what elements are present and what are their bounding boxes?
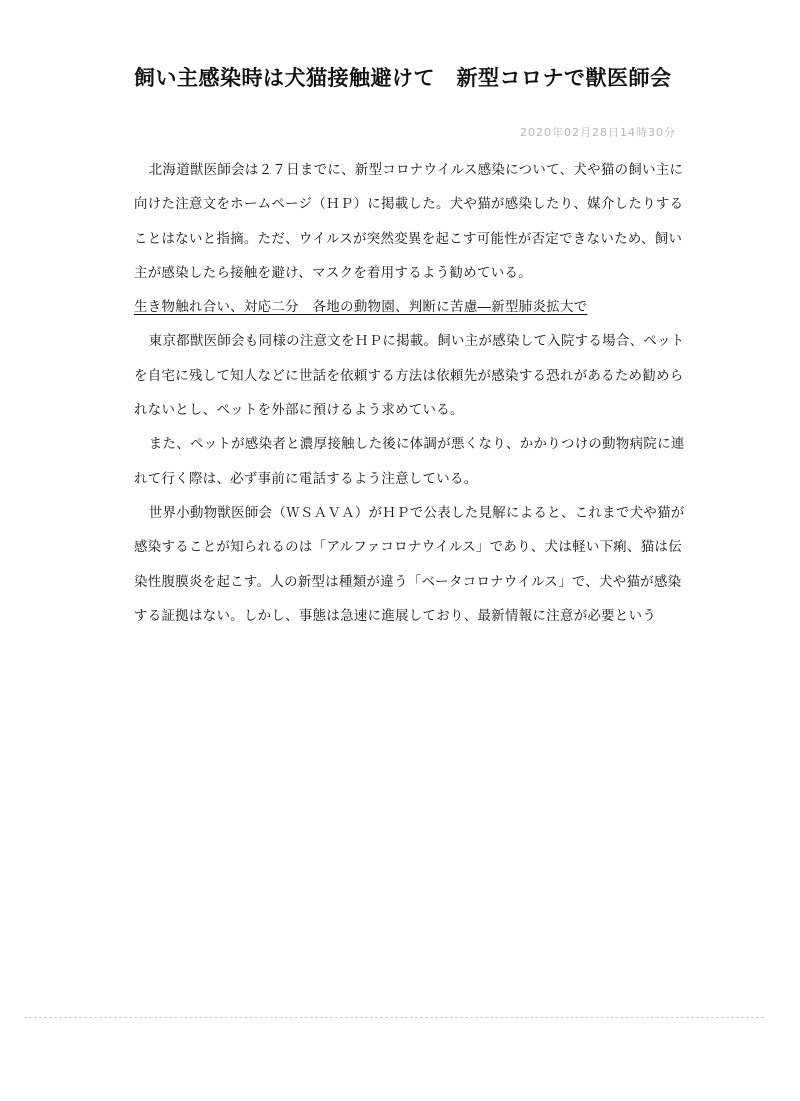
article-body — [134, 154, 694, 634]
scan-artifact-divider — [24, 1017, 764, 1018]
article-paragraph-4: 世界小動物獣医師会（ＷＳＡＶＡ）がＨＰで公表した見解によると、これまで犬や猫が感染することが知られるのは「アルファコロナウイルス」であり、犬は軽い下痢、猫は伝染性腹膜炎を起こす。人の新型は種類が違う「ベータコロナウイルス」で、犬や猫が感染する証拠はない。しかし、事態は急速に進展しており、最新情報に注意が必要という — [134, 505, 685, 624]
article-paragraph-2: 東京都獣医師会も同様の注意文をＨＰに掲載。飼い主が感染して入院する場合、ペットを自宅に残して知人などに世話を依頼する方法は依頼先が感染する恐れがあるため勧められないとし、ペットを外部に預けるよう求めている。 — [134, 334, 685, 419]
related-article-link[interactable]: 生き物触れ合い、対応二分 各地の動物園、判断に苦慮―新型肺炎拡大で — [134, 300, 588, 316]
article-paragraph-1: 北海道獣医師会は２７日までに、新型コロナウイルス感染について、犬や猫の飼い主に向けた注意文をホームページ（ＨＰ）に掲載した。犬や猫が感染したり、媒介したりすることはないと指摘。ただ、ウイルスが突然変異を起こす可能性が否定できないため、飼い主が感染したら接触を避け、マスクを着用するよう勧めている。 — [134, 163, 684, 281]
article-timestamp: 2020年02月28日14時30分 — [520, 126, 676, 139]
article-paragraph-3: また、ペットが感染者と濃厚接触した後に体調が悪くなり、かかりつけの動物病院に連れて行く際は、必ず事前に電話するよう注意している。 — [134, 437, 685, 487]
article-title: 飼い主感染時は犬猫接触避けて 新型コロナで獣医師会 — [134, 66, 672, 90]
